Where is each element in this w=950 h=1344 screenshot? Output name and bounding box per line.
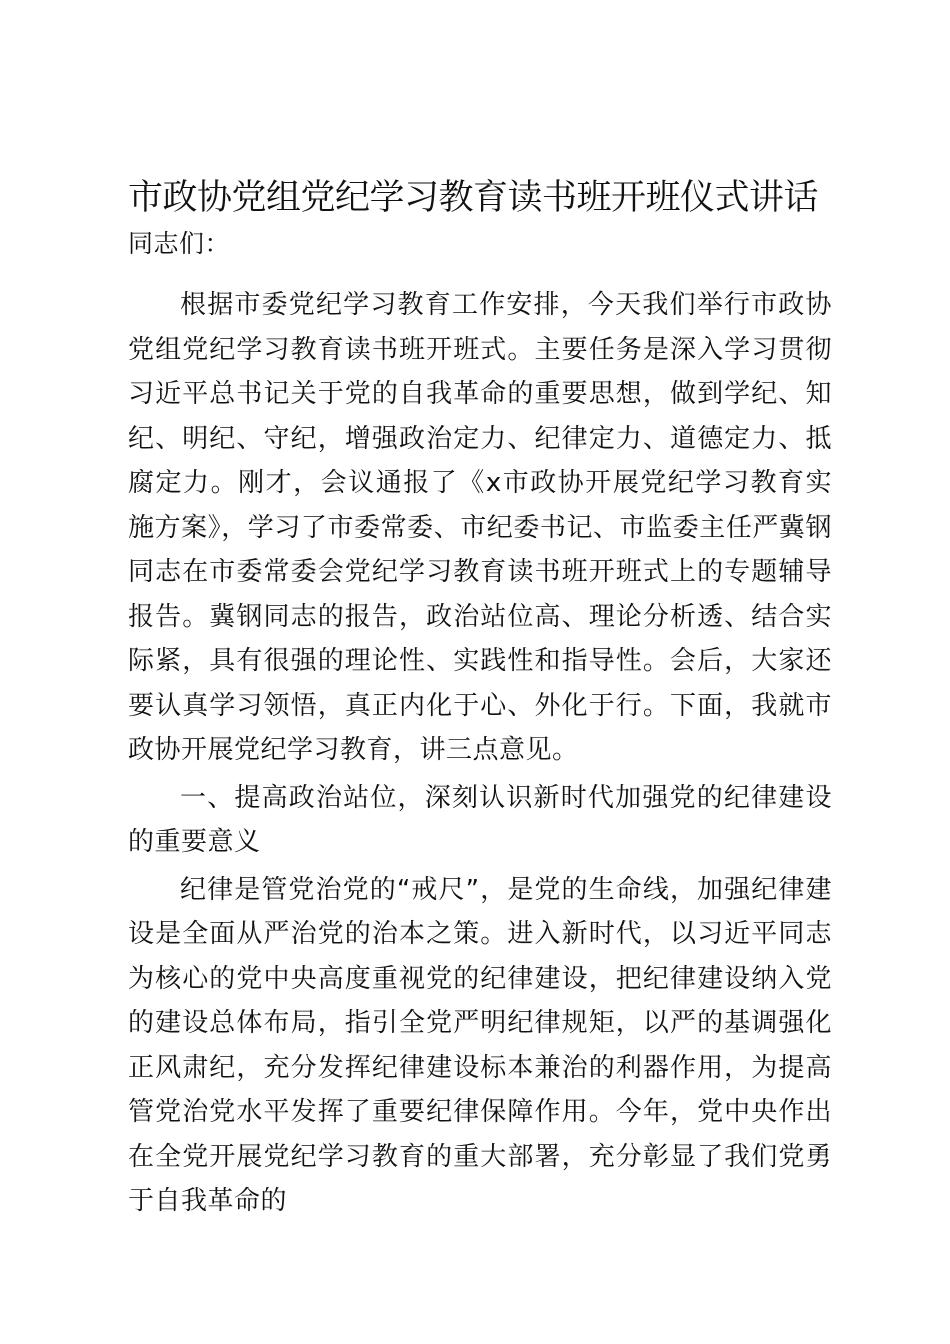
paragraph-intro: 根据市委党纪学习教育工作安排，今天我们举行市政协党组党纪学习教育读书班开班式。主要任务是深入学习贯彻习近平总书记关于党的自我革命的重要思想，做到学纪、知纪、明纪、守纪，增强政治定力、纪律定力、道德定力、抵腐定力。刚才，会议通报了《x市政协开展党纪学习教育实施方案》，学习了市委常委、市纪委书记、市监委主任严冀钢同志在市委常委会党纪学习教育读书班开班式上的专题辅导报告。冀钢同志的报告，政治站位高、理论分析透、结合实际紧，具有很强的理论性、实践性和指导性。会后，大家还要认真学习领悟，真正内化于心、外化于行。下面，我就市政协开展党纪学习教育，讲三点意见。 bbox=[128, 290, 832, 765]
salutation: 同志们： bbox=[128, 229, 231, 258]
section-heading-1: 一、提高政治站位，深刻认识新时代加强党的纪律建设的重要意义 bbox=[128, 782, 832, 857]
document-body bbox=[128, 170, 832, 1224]
document-title: 市政协党组党纪学习教育读书班开班仪式讲话 bbox=[128, 178, 819, 218]
paragraph-discipline: 纪律是管党治党的“戒尺”，是党的生命线，加强纪律建设是全面从严治党的治本之策。进入新时代，以习近平同志为核心的党中央高度重视党的纪律建设，把纪律建设纳入党的建设总体布局，指引全党严明纪律规矩，以严的基调强化正风肃纪，充分发挥纪律建设标本兼治的利器作用，为提高管党治党水平发挥了重要纪律保障作用。今年，党中央作出在全党开展党纪学习教育的重大部署，充分彰显了我们党勇于自我革命的 bbox=[128, 874, 832, 1216]
